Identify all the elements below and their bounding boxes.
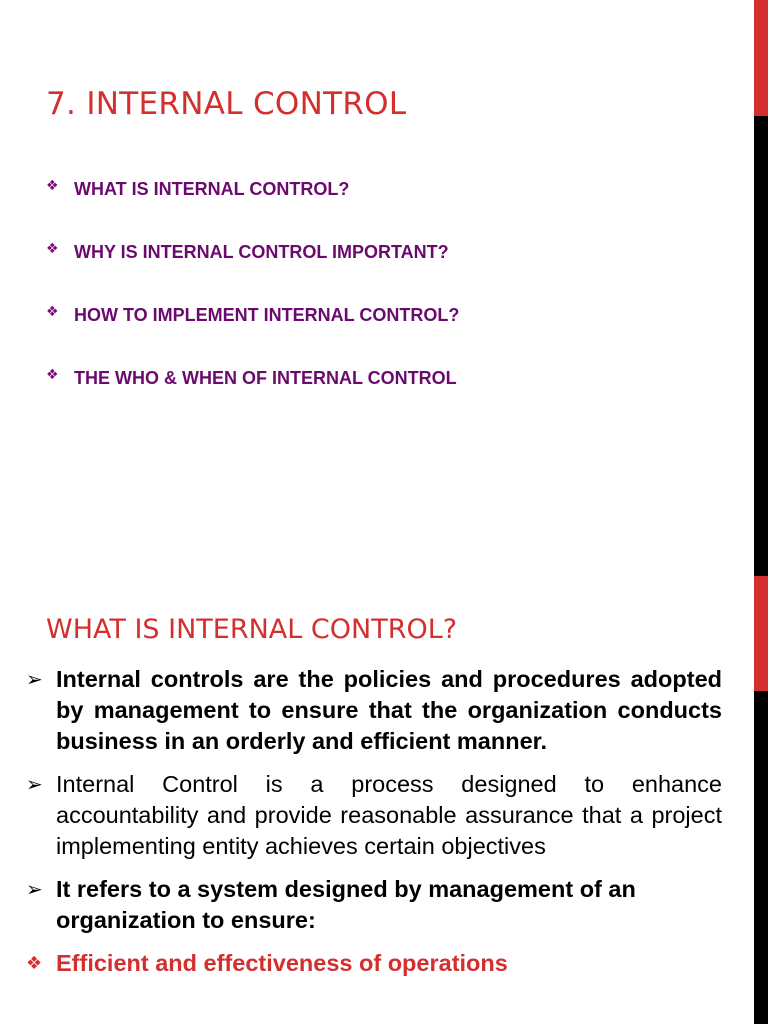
edge-accent-bar: [754, 0, 768, 116]
slide-title: 7. INTERNAL CONTROL: [46, 86, 407, 122]
agenda-item: [46, 239, 459, 302]
diamond-bullet-icon: ❖: [46, 178, 59, 194]
list-item: [26, 948, 722, 979]
diamond-bullet-icon: ❖: [46, 367, 59, 383]
diamond-bullet-icon: ❖: [26, 953, 43, 974]
section-title: WHAT IS INTERNAL CONTROL?: [46, 614, 458, 645]
diamond-bullet-icon: ❖: [46, 304, 59, 320]
agenda-item: [46, 365, 459, 428]
edge-dark-bar: [754, 691, 768, 1024]
arrow-bullet-icon: ➢: [26, 667, 43, 691]
agenda-item-label: WHAT IS INTERNAL CONTROL?: [74, 179, 350, 199]
edge-accent-bar: [754, 576, 768, 691]
agenda-item-label: THE WHO & WHEN OF INTERNAL CONTROL: [74, 368, 457, 388]
agenda-item: [46, 176, 459, 239]
list-item-text: Internal Control is a process designed to enhance accountability and provide reasonable assurance that a project implementing entity achieves certain objectives: [56, 771, 722, 859]
agenda-item-label: HOW TO IMPLEMENT INTERNAL CONTROL?: [74, 305, 460, 325]
agenda-item-label: WHY IS INTERNAL CONTROL IMPORTANT?: [74, 242, 449, 262]
list-item-text: It refers to a system designed by management of an organization to ensure:: [56, 876, 636, 933]
list-item: [26, 664, 722, 757]
list-item: [26, 769, 722, 862]
arrow-bullet-icon: ➢: [26, 772, 43, 796]
list-item-text: Internal controls are the policies and procedures adopted by management to ensure that the organization conducts business in an orderly and efficient manner.: [56, 666, 722, 754]
list-item: [26, 874, 722, 936]
agenda-list: [46, 176, 459, 428]
list-item-text: Efficient and effectiveness of operations: [56, 950, 508, 976]
definition-list: [26, 664, 722, 991]
diamond-bullet-icon: ❖: [46, 241, 59, 257]
agenda-item: [46, 302, 459, 365]
edge-dark-bar: [754, 116, 768, 576]
arrow-bullet-icon: ➢: [26, 877, 43, 901]
